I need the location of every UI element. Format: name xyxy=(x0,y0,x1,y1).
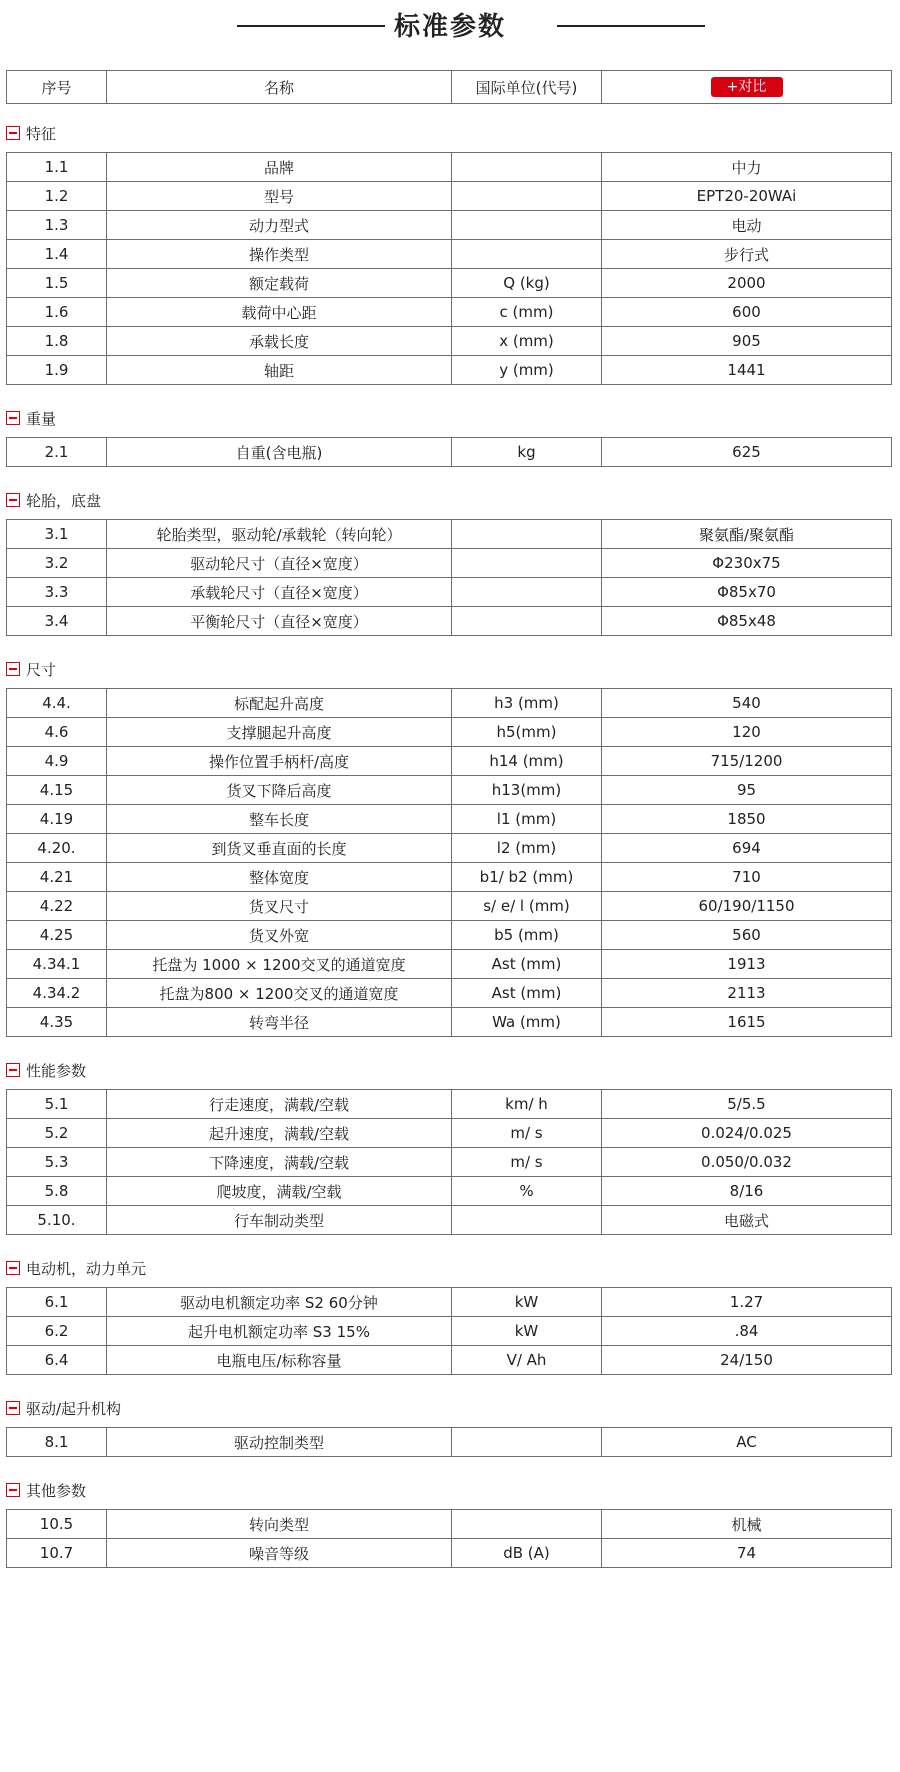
table-row xyxy=(7,776,892,805)
spec-unit xyxy=(452,1510,602,1539)
spec-index: 2.1 xyxy=(7,438,107,467)
spec-table xyxy=(6,688,892,1037)
spec-index: 5.8 xyxy=(7,1177,107,1206)
spec-name: 行车制动类型 xyxy=(107,1206,452,1235)
spec-name: 品牌 xyxy=(107,153,452,182)
header-unit: 国际单位(代号) xyxy=(452,71,602,104)
spec-name: 整体宽度 xyxy=(107,863,452,892)
spec-name: 轴距 xyxy=(107,356,452,385)
spec-index: 3.3 xyxy=(7,578,107,607)
spec-name: 电瓶电压/标称容量 xyxy=(107,1346,452,1375)
spec-index: 1.4 xyxy=(7,240,107,269)
table-row xyxy=(7,356,892,385)
spec-index: 4.35 xyxy=(7,1008,107,1037)
table-row xyxy=(7,327,892,356)
table-row xyxy=(7,1119,892,1148)
spec-index: 1.9 xyxy=(7,356,107,385)
table-row xyxy=(7,1428,892,1457)
header-compare-cell xyxy=(602,71,892,104)
section-header[interactable] xyxy=(6,1480,86,1500)
table-row xyxy=(7,520,892,549)
spec-value: 905 xyxy=(602,327,892,356)
spec-value: 1913 xyxy=(602,950,892,979)
spec-name: 平衡轮尺寸（直径×宽度） xyxy=(107,607,452,636)
spec-value: 24/150 xyxy=(602,1346,892,1375)
spec-unit: x (mm) xyxy=(452,327,602,356)
spec-unit: c (mm) xyxy=(452,298,602,327)
table-row xyxy=(7,1090,892,1119)
spec-index: 1.2 xyxy=(7,182,107,211)
spec-unit xyxy=(452,520,602,549)
table-row xyxy=(7,438,892,467)
spec-index: 5.1 xyxy=(7,1090,107,1119)
table-row xyxy=(7,950,892,979)
table-row xyxy=(7,1510,892,1539)
section-title: 电动机，动力单元 xyxy=(26,1259,147,1278)
spec-index: 4.20. xyxy=(7,834,107,863)
spec-value: 电动 xyxy=(602,211,892,240)
spec-unit: Ast (mm) xyxy=(452,979,602,1008)
collapse-icon[interactable] xyxy=(6,126,20,140)
spec-value: 710 xyxy=(602,863,892,892)
page-title: 标准参数 xyxy=(393,12,506,42)
spec-index: 1.6 xyxy=(7,298,107,327)
table-row xyxy=(7,892,892,921)
spec-name: 托盘为 1000 × 1200交叉的通道宽度 xyxy=(107,950,452,979)
collapse-icon[interactable] xyxy=(6,493,20,507)
section-title: 尺寸 xyxy=(26,660,57,679)
spec-value: 74 xyxy=(602,1539,892,1568)
spec-value: 1615 xyxy=(602,1008,892,1037)
table-row xyxy=(7,834,892,863)
spec-unit: l2 (mm) xyxy=(452,834,602,863)
spec-name: 操作类型 xyxy=(107,240,452,269)
spec-index: 10.5 xyxy=(7,1510,107,1539)
spec-index: 4.19 xyxy=(7,805,107,834)
spec-name: 承载长度 xyxy=(107,327,452,356)
title-line-right xyxy=(557,25,705,27)
spec-unit: y (mm) xyxy=(452,356,602,385)
spec-unit xyxy=(452,240,602,269)
table-row xyxy=(7,979,892,1008)
table-row xyxy=(7,182,892,211)
header-table xyxy=(6,70,892,104)
spec-index: 5.10. xyxy=(7,1206,107,1235)
spec-table xyxy=(6,437,892,467)
table-row xyxy=(7,718,892,747)
spec-index: 4.22 xyxy=(7,892,107,921)
spec-unit: m/ s xyxy=(452,1119,602,1148)
spec-value: 2000 xyxy=(602,269,892,298)
spec-index: 1.5 xyxy=(7,269,107,298)
spec-value: Φ85x70 xyxy=(602,578,892,607)
collapse-icon[interactable] xyxy=(6,662,20,676)
spec-value: 0.024/0.025 xyxy=(602,1119,892,1148)
spec-name: 型号 xyxy=(107,182,452,211)
spec-value: 1.27 xyxy=(602,1288,892,1317)
spec-value: AC xyxy=(602,1428,892,1457)
section-header[interactable] xyxy=(6,659,56,679)
spec-index: 4.34.1 xyxy=(7,950,107,979)
spec-name: 货叉外宽 xyxy=(107,921,452,950)
section-title: 轮胎，底盘 xyxy=(26,491,102,510)
spec-value: 600 xyxy=(602,298,892,327)
spec-unit: s/ e/ l (mm) xyxy=(452,892,602,921)
section-header[interactable] xyxy=(6,1060,86,1080)
section-header[interactable] xyxy=(6,1398,121,1418)
spec-value: Φ85x48 xyxy=(602,607,892,636)
spec-unit xyxy=(452,607,602,636)
spec-unit: l1 (mm) xyxy=(452,805,602,834)
table-row xyxy=(7,549,892,578)
section-title: 重量 xyxy=(26,409,57,428)
spec-value: 步行式 xyxy=(602,240,892,269)
spec-index: 4.25 xyxy=(7,921,107,950)
spec-unit: kW xyxy=(452,1288,602,1317)
spec-table xyxy=(6,1509,892,1568)
spec-unit: h14 (mm) xyxy=(452,747,602,776)
spec-name: 操作位置手柄杆/高度 xyxy=(107,747,452,776)
table-row xyxy=(7,1317,892,1346)
spec-value: 694 xyxy=(602,834,892,863)
spec-table xyxy=(6,1089,892,1235)
table-row xyxy=(7,921,892,950)
table-row xyxy=(7,211,892,240)
spec-unit xyxy=(452,153,602,182)
spec-unit: h5(mm) xyxy=(452,718,602,747)
spec-value: 8/16 xyxy=(602,1177,892,1206)
spec-name: 爬坡度，满载/空载 xyxy=(107,1177,452,1206)
spec-index: 4.34.2 xyxy=(7,979,107,1008)
spec-index: 5.2 xyxy=(7,1119,107,1148)
spec-table xyxy=(6,1287,892,1375)
spec-name: 起升速度，满载/空载 xyxy=(107,1119,452,1148)
spec-unit: kg xyxy=(452,438,602,467)
spec-unit: % xyxy=(452,1177,602,1206)
spec-unit xyxy=(452,1428,602,1457)
table-row xyxy=(7,1148,892,1177)
section-header[interactable] xyxy=(6,490,101,510)
table-row xyxy=(7,1346,892,1375)
spec-unit xyxy=(452,1206,602,1235)
spec-value: 聚氨酯/聚氨酯 xyxy=(602,520,892,549)
spec-index: 6.1 xyxy=(7,1288,107,1317)
table-row xyxy=(7,240,892,269)
spec-index: 1.1 xyxy=(7,153,107,182)
spec-unit: Ast (mm) xyxy=(452,950,602,979)
header-index: 序号 xyxy=(7,71,107,104)
table-row xyxy=(7,1539,892,1568)
spec-name: 动力型式 xyxy=(107,211,452,240)
table-row xyxy=(7,1206,892,1235)
spec-unit: m/ s xyxy=(452,1148,602,1177)
spec-index: 1.3 xyxy=(7,211,107,240)
collapse-icon[interactable] xyxy=(6,1401,20,1415)
spec-unit: Q (kg) xyxy=(452,269,602,298)
spec-value: 中力 xyxy=(602,153,892,182)
spec-name: 额定载荷 xyxy=(107,269,452,298)
spec-unit: Wa (mm) xyxy=(452,1008,602,1037)
spec-index: 6.4 xyxy=(7,1346,107,1375)
spec-unit: h13(mm) xyxy=(452,776,602,805)
spec-name: 支撑腿起升高度 xyxy=(107,718,452,747)
table-row xyxy=(7,269,892,298)
table-row xyxy=(7,607,892,636)
spec-unit: kW xyxy=(452,1317,602,1346)
spec-value: 60/190/1150 xyxy=(602,892,892,921)
spec-value: Φ230x75 xyxy=(602,549,892,578)
spec-name: 驱动轮尺寸（直径×宽度） xyxy=(107,549,452,578)
spec-value: 120 xyxy=(602,718,892,747)
spec-unit: b5 (mm) xyxy=(452,921,602,950)
spec-index: 3.4 xyxy=(7,607,107,636)
spec-table xyxy=(6,1427,892,1457)
collapse-icon[interactable] xyxy=(6,1063,20,1077)
spec-index: 10.7 xyxy=(7,1539,107,1568)
collapse-icon[interactable] xyxy=(6,411,20,425)
table-row xyxy=(7,689,892,718)
spec-unit: b1/ b2 (mm) xyxy=(452,863,602,892)
spec-name: 载荷中心距 xyxy=(107,298,452,327)
spec-name: 噪音等级 xyxy=(107,1539,452,1568)
spec-table xyxy=(6,152,892,385)
spec-unit: h3 (mm) xyxy=(452,689,602,718)
spec-index: 5.3 xyxy=(7,1148,107,1177)
spec-value: 2113 xyxy=(602,979,892,1008)
table-row xyxy=(7,1177,892,1206)
spec-name: 托盘为800 × 1200交叉的通道宽度 xyxy=(107,979,452,1008)
spec-unit xyxy=(452,182,602,211)
section-title: 特征 xyxy=(26,124,57,143)
table-row xyxy=(7,578,892,607)
spec-name: 行走速度，满载/空载 xyxy=(107,1090,452,1119)
spec-value: 560 xyxy=(602,921,892,950)
spec-index: 8.1 xyxy=(7,1428,107,1457)
spec-name: 起升电机额定功率 S3 15% xyxy=(107,1317,452,1346)
spec-name: 货叉下降后高度 xyxy=(107,776,452,805)
collapse-icon[interactable] xyxy=(6,1261,20,1275)
spec-name: 驱动电机额定功率 S2 60分钟 xyxy=(107,1288,452,1317)
table-row xyxy=(7,805,892,834)
section-header[interactable] xyxy=(6,1258,146,1278)
spec-index: 4.15 xyxy=(7,776,107,805)
spec-value: 715/1200 xyxy=(602,747,892,776)
spec-value: 5/5.5 xyxy=(602,1090,892,1119)
section-title: 性能参数 xyxy=(26,1061,87,1080)
spec-unit: km/ h xyxy=(452,1090,602,1119)
spec-value: 机械 xyxy=(602,1510,892,1539)
spec-index: 1.8 xyxy=(7,327,107,356)
table-row xyxy=(7,1008,892,1037)
spec-name: 驱动控制类型 xyxy=(107,1428,452,1457)
spec-name: 货叉尺寸 xyxy=(107,892,452,921)
spec-value: 1850 xyxy=(602,805,892,834)
header-row xyxy=(7,71,892,104)
spec-value: 1441 xyxy=(602,356,892,385)
spec-name: 转向类型 xyxy=(107,1510,452,1539)
spec-name: 转弯半径 xyxy=(107,1008,452,1037)
spec-name: 轮胎类型，驱动轮/承载轮（转向轮） xyxy=(107,520,452,549)
title-row xyxy=(0,0,900,58)
spec-index: 4.21 xyxy=(7,863,107,892)
spec-value: 0.050/0.032 xyxy=(602,1148,892,1177)
spec-name: 下降速度，满载/空载 xyxy=(107,1148,452,1177)
spec-index: 4.9 xyxy=(7,747,107,776)
spec-value: 电磁式 xyxy=(602,1206,892,1235)
spec-index: 4.4. xyxy=(7,689,107,718)
spec-index: 3.2 xyxy=(7,549,107,578)
spec-value: 540 xyxy=(602,689,892,718)
spec-table xyxy=(6,519,892,636)
table-row xyxy=(7,298,892,327)
compare-button[interactable]: +对比 xyxy=(711,77,783,97)
spec-value: EPT20-20WAi xyxy=(602,182,892,211)
table-row xyxy=(7,1288,892,1317)
section-header[interactable] xyxy=(6,408,56,428)
table-row xyxy=(7,153,892,182)
table-row xyxy=(7,863,892,892)
spec-unit xyxy=(452,578,602,607)
spec-index: 6.2 xyxy=(7,1317,107,1346)
spec-value: 625 xyxy=(602,438,892,467)
spec-name: 自重(含电瓶) xyxy=(107,438,452,467)
spec-index: 4.6 xyxy=(7,718,107,747)
collapse-icon[interactable] xyxy=(6,1483,20,1497)
spec-unit xyxy=(452,211,602,240)
spec-unit: V/ Ah xyxy=(452,1346,602,1375)
spec-name: 承载轮尺寸（直径×宽度） xyxy=(107,578,452,607)
spec-unit xyxy=(452,549,602,578)
spec-name: 到货叉垂直面的长度 xyxy=(107,834,452,863)
table-row xyxy=(7,747,892,776)
header-name: 名称 xyxy=(107,71,452,104)
spec-name: 整车长度 xyxy=(107,805,452,834)
section-title: 驱动/起升机构 xyxy=(26,1399,122,1418)
spec-value: .84 xyxy=(602,1317,892,1346)
section-title: 其他参数 xyxy=(26,1481,87,1500)
spec-unit: dB (A) xyxy=(452,1539,602,1568)
spec-name: 标配起升高度 xyxy=(107,689,452,718)
section-header[interactable] xyxy=(6,123,56,143)
spec-value: 95 xyxy=(602,776,892,805)
spec-index: 3.1 xyxy=(7,520,107,549)
